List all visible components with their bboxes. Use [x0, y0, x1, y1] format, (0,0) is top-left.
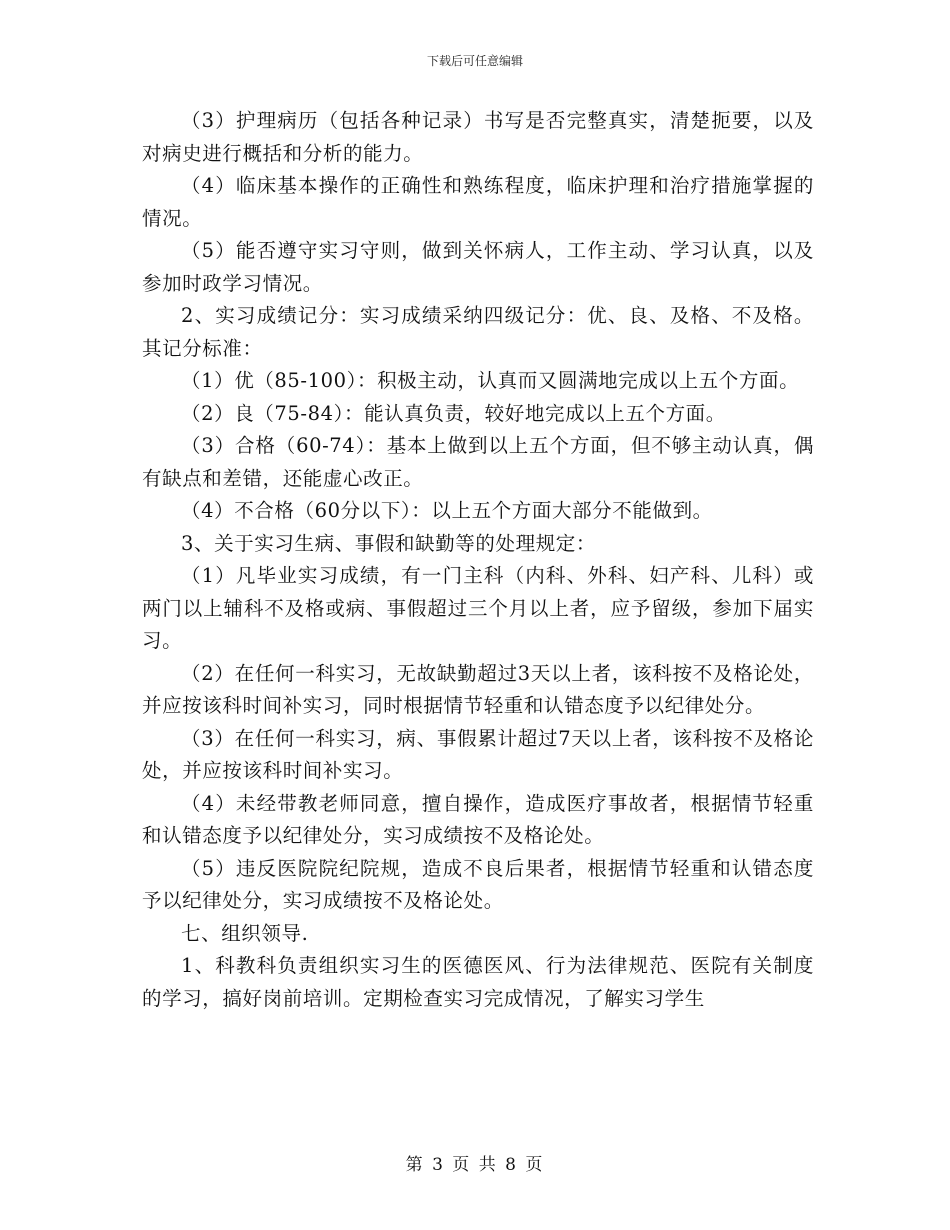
paragraph-clinical-operations: （4）临床基本操作的正确性和熟练程度，临床护理和治疗措施掌握的情况。: [142, 174, 814, 230]
section-heading-organization: 七、组织领导.: [181, 921, 309, 945]
paragraph-grade-fail: （4）不合格（60分以下）：以上五个方面大部分不能做到。: [181, 499, 713, 522]
document-body: [142, 105, 814, 1015]
page-number: 第 3 页 共 8 页: [405, 1155, 545, 1175]
paragraph-leave-rule-4: （4）未经带教老师同意，擅自操作，造成医疗事故者，根据情节轻重和认错态度予以纪律处分，实习成绩按不及格论处。: [142, 791, 814, 847]
paragraph-internship-rules: （5）能否遵守实习守则，做到关怀病人，工作主动、学习认真，以及参加时政学习情况。: [142, 239, 814, 295]
paragraph-grading-system: 2、实习成绩记分：实习成绩采纳四级记分：优、良、及格、不及格。其记分标准：: [142, 304, 814, 360]
paragraph-leave-rule-3: （3）在任何一科实习，病、事假累计超过7天以上者，该科按不及格论处，并应按该科时间补实习。: [142, 726, 814, 782]
paragraph-grade-excellent: （1）优（85-100）：积极主动，认真而又圆满地完成以上五个方面。: [181, 369, 800, 392]
paragraph-leave-rule-2: （2）在任何一科实习，无故缺勤超过3天以上者，该科按不及格论处，并应按该科时间补实习，同时根据情节轻重和认错态度予以纪律处分。: [142, 661, 814, 717]
paragraph-grade-good: （2）良（75-84）：能认真负责，较好地完成以上五个方面。: [181, 401, 726, 425]
paragraph-nursing-records: （3）护理病历（包括各种记录）书写是否完整真实，清楚扼要，以及对病史进行概括和分析的能力。: [142, 109, 814, 165]
paragraph-leave-rules-heading: 3、关于实习生病、事假和缺勤等的处理规定：: [181, 531, 597, 555]
page-header: 下载后可任意编辑: [426, 54, 523, 68]
paragraph-grade-pass: （3）合格（60-74）：基本上做到以上五个方面，但不够主动认真，偶有缺点和差错，还能虚心改正。: [142, 434, 814, 490]
paragraph-organization-1: 1、科教科负责组织实习生的医德医风、行为法律规范、医院有关制度的学习，搞好岗前培训。定期检查实习完成情况，了解实习学生: [142, 954, 814, 1010]
paragraph-leave-rule-5: （5）违反医院院纪院规，造成不良后果者，根据情节轻重和认错态度予以纪律处分，实习成绩按不及格论处。: [142, 856, 814, 912]
paragraph-leave-rule-1: （1）凡毕业实习成绩，有一门主科（内科、外科、妇产科、儿科）或两门以上辅科不及格或病、事假超过三个月以上者，应予留级，参加下届实习。: [142, 564, 814, 652]
